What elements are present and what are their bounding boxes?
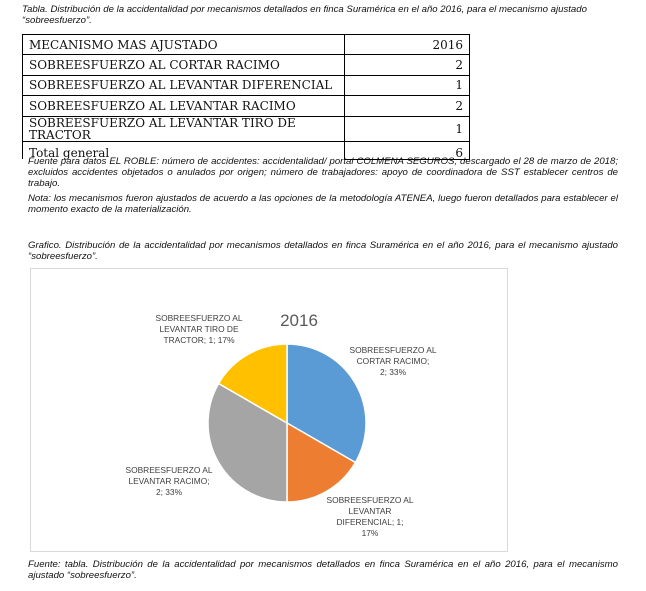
total-label: Total general (23, 141, 345, 159)
pie-label-line: SOBREESFUERZO AL (155, 313, 243, 323)
table-row (23, 96, 470, 116)
method-note: Nota: los mecanismos fueron ajustados de acuerdo a las opciones de la metodología ATENEA, luego fueron detallados para establecer el momento exacto de la materialización. (28, 193, 618, 215)
pie-label-line: 2; 33% (155, 487, 183, 497)
table-caption: Tabla. Distribución de la accidentalidad por mecanismos detallados en finca Suramérica en el año 2016, para el mecanismo ajustado “sobreesfuerzo”. (22, 4, 587, 26)
row-label: SOBREESFUERZO AL LEVANTAR TIRO DE TRACTOR (23, 116, 345, 141)
header-label: MECANISMO MAS AJUSTADO (23, 35, 345, 55)
pie-data-label (143, 313, 255, 346)
table-row (23, 75, 470, 95)
chart-footer: Fuente: tabla. Distribución de la accidentalidad por mecanismos detallados en finca Suramérica en el año 2016, para el mecanismo ajustado “sobreesfuerzo”. (28, 559, 618, 581)
chart-caption: Grafico. Distribución de la accidentalidad por mecanismos detallados en finca Suramérica en el año 2016, para el mecanismo ajustado “sobreesfuerzo”. (28, 240, 618, 262)
header-year: 2016 (345, 35, 470, 55)
row-value: 1 (345, 116, 470, 141)
pie-chart (31, 269, 509, 553)
chart-title: 2016 (280, 311, 318, 330)
pie-label-line: 17% (361, 528, 379, 538)
pie-label-line: LEVANTAR TIRO DE (159, 324, 239, 334)
pie-label-line: SOBREESFUERZO AL (349, 345, 437, 355)
pie-label-line: DIFERENCIAL; 1; (336, 517, 404, 527)
pie-data-label (333, 345, 453, 378)
pie-label-line: 2; 33% (379, 367, 407, 377)
source-note: Fuente para datos EL ROBLE: número de accidentes: accidentalidad/ portal COLMENA SEGUROS; descargado el 28 de marzo de 2018; excluidos accidentes objetados o anulados por origen; número de trabajadores: apoyo de coordinadora de SST establecer centros de trabajo. (28, 156, 618, 189)
pie-label-line: TRACTOR; 1; 17% (163, 335, 235, 345)
accident-table (22, 34, 470, 160)
row-value: 2 (345, 96, 470, 116)
pie-label-line: SOBREESFUERZO AL (326, 495, 414, 505)
row-value: 1 (345, 75, 470, 95)
pie-chart-frame (30, 268, 508, 552)
total-value: 6 (345, 141, 470, 159)
pie-label-line: LEVANTAR RACIMO; (128, 476, 210, 486)
row-value: 2 (345, 55, 470, 75)
pie-label-line: CORTAR RACIMO; (356, 356, 430, 366)
row-label: SOBREESFUERZO AL LEVANTAR RACIMO (23, 96, 345, 116)
pie-data-label (119, 465, 219, 498)
pie-data-label (315, 495, 425, 539)
table-row (23, 55, 470, 75)
table-row (23, 116, 470, 141)
row-label: SOBREESFUERZO AL CORTAR RACIMO (23, 55, 345, 75)
table-header-row (23, 35, 470, 55)
pie-label-line: SOBREESFUERZO AL (125, 465, 213, 475)
pie-label-line: LEVANTAR (348, 506, 392, 516)
row-label: SOBREESFUERZO AL LEVANTAR DIFERENCIAL (23, 75, 345, 95)
